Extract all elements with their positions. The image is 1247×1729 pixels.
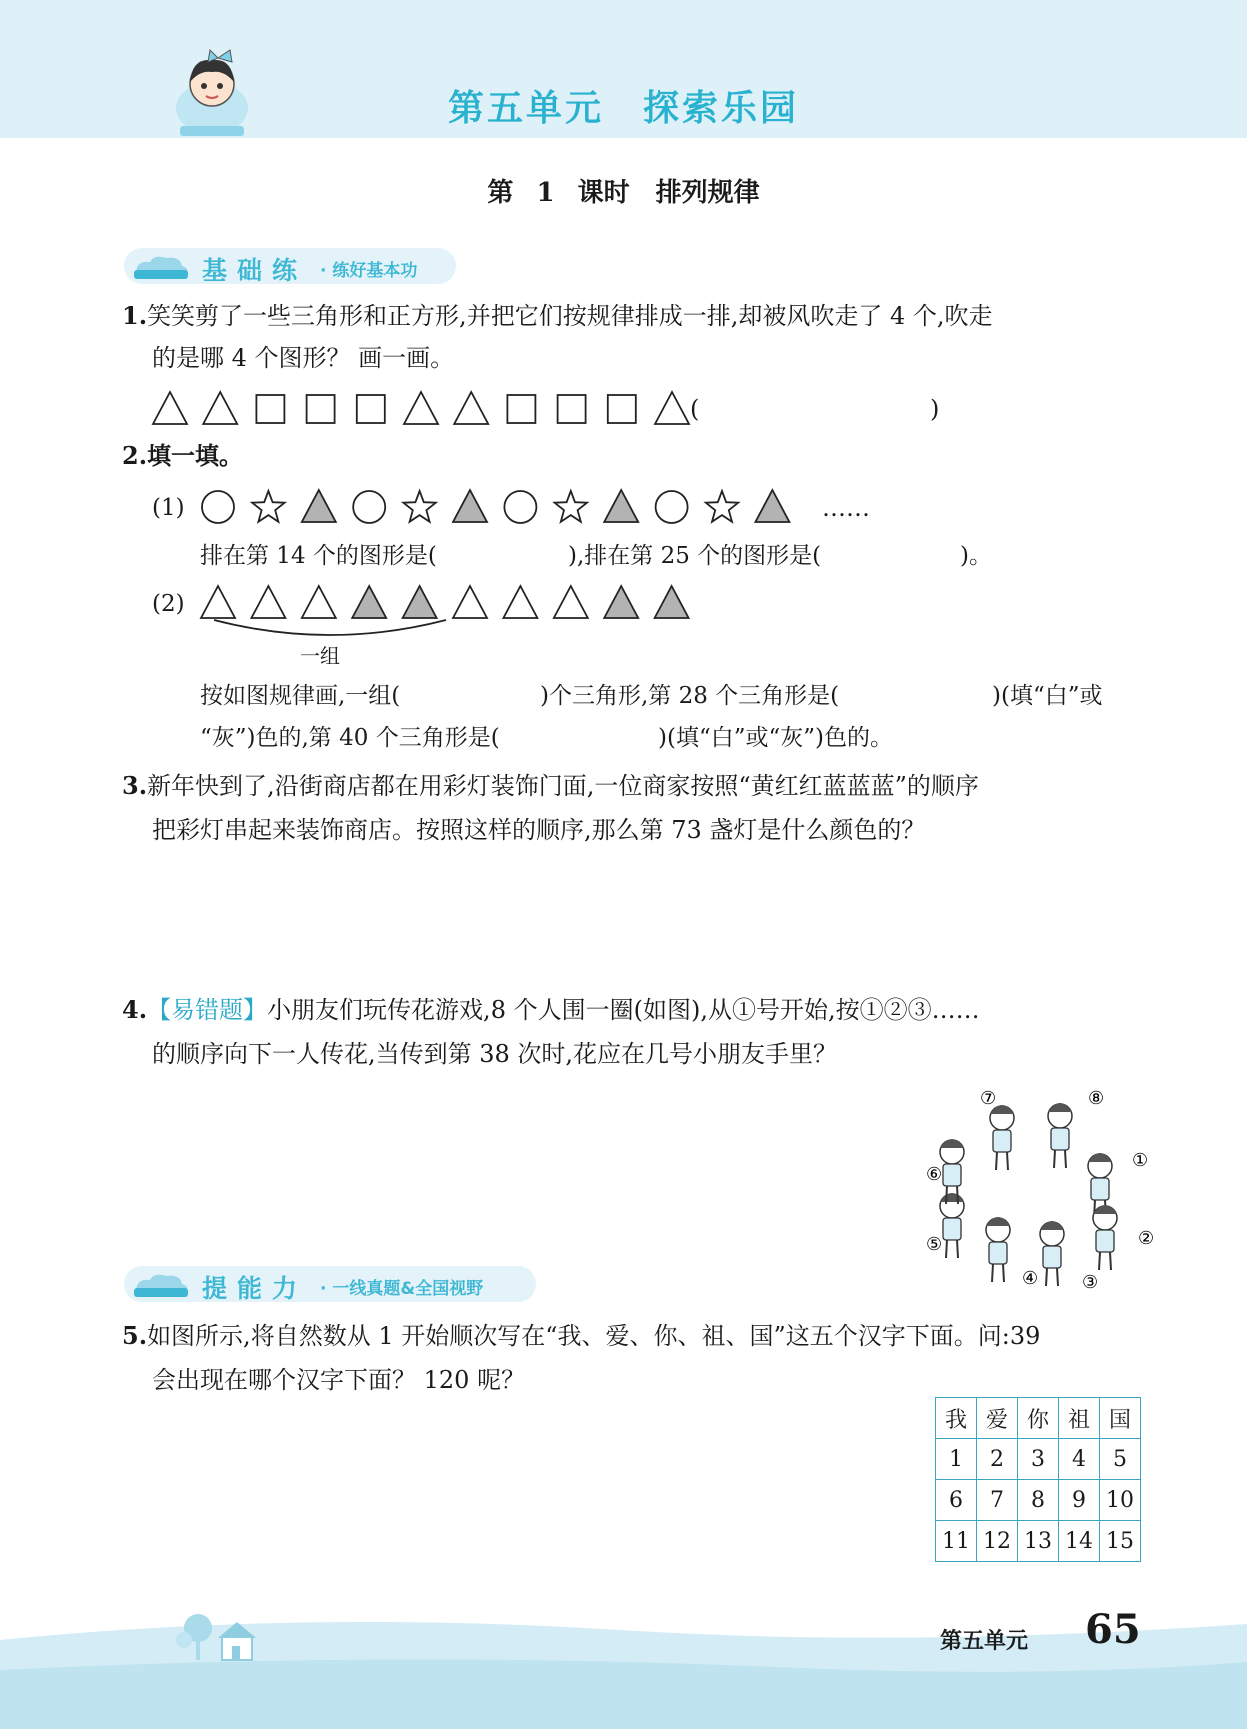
table-cell: 13 bbox=[1018, 1521, 1059, 1562]
shape-row-svg bbox=[200, 488, 805, 528]
ellipsis: …… bbox=[822, 494, 870, 522]
table-header-cell: 国 bbox=[1100, 1398, 1141, 1439]
answer-blank[interactable] bbox=[450, 680, 536, 714]
section-label: 提能力 bbox=[202, 1274, 308, 1303]
kid-figure bbox=[1040, 1221, 1064, 1286]
shape-row-svg bbox=[152, 390, 704, 430]
answer-blank[interactable] bbox=[470, 540, 560, 574]
question-1 bbox=[122, 296, 1152, 336]
section-badge-icon bbox=[132, 1272, 190, 1298]
circle-shape bbox=[353, 491, 385, 523]
kid-number-label: ⑤ bbox=[926, 1234, 943, 1255]
answer-paren-open: ( bbox=[690, 395, 700, 423]
circle-shape bbox=[202, 491, 234, 523]
gray-triangle-shape bbox=[302, 490, 336, 522]
gray-shape bbox=[655, 586, 689, 618]
kid-number-label: ④ bbox=[1022, 1268, 1039, 1289]
table-header-cell: 我 bbox=[936, 1398, 977, 1439]
table-header-cell: 祖 bbox=[1059, 1398, 1100, 1439]
question-number: 2. bbox=[122, 441, 148, 470]
square-shape bbox=[357, 395, 385, 423]
unit-title: 第五单元 探索乐园 bbox=[447, 88, 799, 129]
question-text: 如图所示,将自然数从 1 开始顺次写在“我、爱、你、祖、国”这五个汉字下面。问:39 bbox=[147, 1322, 1041, 1350]
group-brace-icon bbox=[210, 616, 450, 640]
fill-text: 按如图规律画,一组( bbox=[200, 683, 401, 709]
question-2 bbox=[122, 436, 243, 476]
kid-figure bbox=[940, 1193, 964, 1258]
tree-house-icon bbox=[176, 1612, 266, 1662]
gray-triangle-shape bbox=[755, 490, 789, 522]
kid-number-label: ⑥ bbox=[926, 1164, 943, 1185]
answer-blank[interactable] bbox=[566, 722, 656, 756]
question-title: 填一填。 bbox=[147, 441, 244, 470]
table-cell: 12 bbox=[977, 1521, 1018, 1562]
kid-figure bbox=[1093, 1205, 1117, 1270]
fill-text: 排在第 14 个的图形是( bbox=[200, 543, 437, 569]
table-cell: 9 bbox=[1059, 1480, 1100, 1521]
triangle-shape bbox=[153, 392, 187, 424]
section-sub: · 一线真题&全国视野 bbox=[320, 1279, 484, 1299]
kids-circle-figure bbox=[910, 1080, 1155, 1310]
square-shape bbox=[507, 395, 535, 423]
table-cell: 2 bbox=[977, 1439, 1018, 1480]
star-shape bbox=[403, 491, 435, 522]
white-shape bbox=[251, 586, 285, 618]
table-row bbox=[936, 1480, 1141, 1521]
question-3 bbox=[122, 766, 1152, 806]
table-cell: 5 bbox=[1100, 1439, 1141, 1480]
triangle-shape bbox=[655, 392, 689, 424]
page-number: 65 bbox=[1085, 1606, 1141, 1653]
table-cell: 4 bbox=[1059, 1439, 1100, 1480]
circle-shape bbox=[656, 491, 688, 523]
question-4-line-2: 的顺序向下一人传花,当传到第 38 次时,花应在几号小朋友手里？ bbox=[152, 1040, 838, 1068]
section-tab-advance bbox=[124, 1266, 536, 1302]
kid-number-label: ⑧ bbox=[1088, 1088, 1105, 1109]
answer-blank[interactable] bbox=[900, 680, 990, 714]
square-shape bbox=[307, 395, 335, 423]
question-5-line-2: 会出现在哪个汉字下面？ 120 呢？ bbox=[152, 1366, 526, 1394]
star-shape bbox=[706, 491, 738, 522]
fill-text: )(填“白”或“灰”)色的。 bbox=[658, 725, 893, 751]
table-cell: 3 bbox=[1018, 1439, 1059, 1480]
question-5 bbox=[122, 1316, 1162, 1356]
triangle-shape bbox=[404, 392, 438, 424]
subquestion-label: (1) bbox=[152, 495, 185, 521]
table-cell: 7 bbox=[977, 1480, 1018, 1521]
answer-paren-close: ) bbox=[930, 395, 940, 423]
triangle-shape bbox=[203, 392, 237, 424]
kid-figure bbox=[1048, 1103, 1072, 1168]
fill-text: )个三角形,第 28 个三角形是( bbox=[540, 683, 840, 709]
question-3-line-2: 把彩灯串起来装饰商店。按照这样的顺序,那么第 73 盏灯是什么颜色的？ bbox=[152, 816, 926, 844]
question-text: 小朋友们玩传花游戏,8 个人围一圈(如图),从①号开始,按①②③…… bbox=[267, 996, 980, 1024]
section-badge-icon bbox=[132, 254, 190, 280]
question-number: 5. bbox=[122, 1321, 148, 1350]
circle-shape bbox=[504, 491, 536, 523]
question-number: 4. bbox=[122, 995, 148, 1024]
answer-area[interactable] bbox=[152, 860, 1142, 980]
table-header-cell: 爱 bbox=[977, 1398, 1018, 1439]
shape-sequence bbox=[200, 488, 805, 528]
kid-number-label: ② bbox=[1138, 1228, 1155, 1249]
question-text: 新年快到了,沿街商店都在用彩灯装饰门面,一位商家按照“黄红红蓝蓝蓝”的顺序 bbox=[147, 772, 979, 800]
gray-shape bbox=[403, 586, 437, 618]
section-label: 基础练 bbox=[202, 256, 308, 285]
star-shape bbox=[555, 491, 587, 522]
gray-shape bbox=[604, 586, 638, 618]
gray-shape bbox=[352, 586, 386, 618]
square-shape bbox=[256, 395, 284, 423]
question-4 bbox=[122, 990, 1162, 1030]
table-cell: 6 bbox=[936, 1480, 977, 1521]
fill-text: )。 bbox=[960, 543, 992, 569]
table-cell: 8 bbox=[1018, 1480, 1059, 1521]
question-number: 3. bbox=[122, 771, 148, 800]
white-shape bbox=[302, 586, 336, 618]
section-sub: · 练好基本功 bbox=[320, 261, 418, 281]
lesson-title: 第 1 课时 排列规律 bbox=[487, 178, 760, 208]
question-1-line-2: 的是哪 4 个图形？ 画一画。 bbox=[152, 344, 455, 372]
gray-triangle-shape bbox=[604, 490, 638, 522]
subquestion-label: (2) bbox=[152, 591, 185, 617]
table-cell: 10 bbox=[1100, 1480, 1141, 1521]
section-tab-basic bbox=[124, 248, 456, 284]
white-shape bbox=[554, 586, 588, 618]
kid-number-label: ① bbox=[1132, 1150, 1149, 1171]
kids-circle-svg bbox=[910, 1080, 1155, 1310]
star-shape bbox=[252, 491, 284, 522]
error-prone-tag: 【易错题】 bbox=[147, 996, 268, 1024]
kid-figure bbox=[990, 1105, 1014, 1170]
footer-unit: 第五单元 bbox=[940, 1629, 1029, 1654]
answer-blank[interactable] bbox=[868, 540, 958, 574]
fill-text: “灰”)色的,第 40 个三角形是( bbox=[200, 725, 500, 751]
white-shape bbox=[453, 586, 487, 618]
white-shape bbox=[503, 586, 537, 618]
table-header-cell: 你 bbox=[1018, 1398, 1059, 1439]
group-label: 一组 bbox=[300, 644, 340, 668]
square-shape bbox=[558, 395, 586, 423]
table-header-row bbox=[936, 1398, 1141, 1439]
shape-sequence bbox=[152, 390, 704, 430]
table-cell: 11 bbox=[936, 1521, 977, 1562]
table-row bbox=[936, 1521, 1141, 1562]
gray-triangle-shape bbox=[453, 490, 487, 522]
table-cell: 14 bbox=[1059, 1521, 1100, 1562]
square-shape bbox=[608, 395, 636, 423]
table-row bbox=[936, 1439, 1141, 1480]
question-text: 笑笑剪了一些三角形和正方形,并把它们按规律排成一排,却被风吹走了 4 个,吹走 bbox=[147, 302, 993, 330]
kid-number-label: ⑦ bbox=[980, 1088, 997, 1109]
kid-figure bbox=[986, 1217, 1010, 1282]
white-shape bbox=[201, 586, 235, 618]
fill-text: )(填“白”或 bbox=[992, 683, 1103, 709]
table-cell: 1 bbox=[936, 1439, 977, 1480]
question-number: 1. bbox=[122, 301, 148, 330]
table-cell: 15 bbox=[1100, 1521, 1141, 1562]
kid-number-label: ③ bbox=[1082, 1272, 1099, 1293]
number-table bbox=[935, 1397, 1141, 1562]
triangle-shape bbox=[454, 392, 488, 424]
fill-text: ),排在第 25 个的图形是( bbox=[568, 543, 822, 569]
answer-blank[interactable] bbox=[702, 394, 922, 430]
